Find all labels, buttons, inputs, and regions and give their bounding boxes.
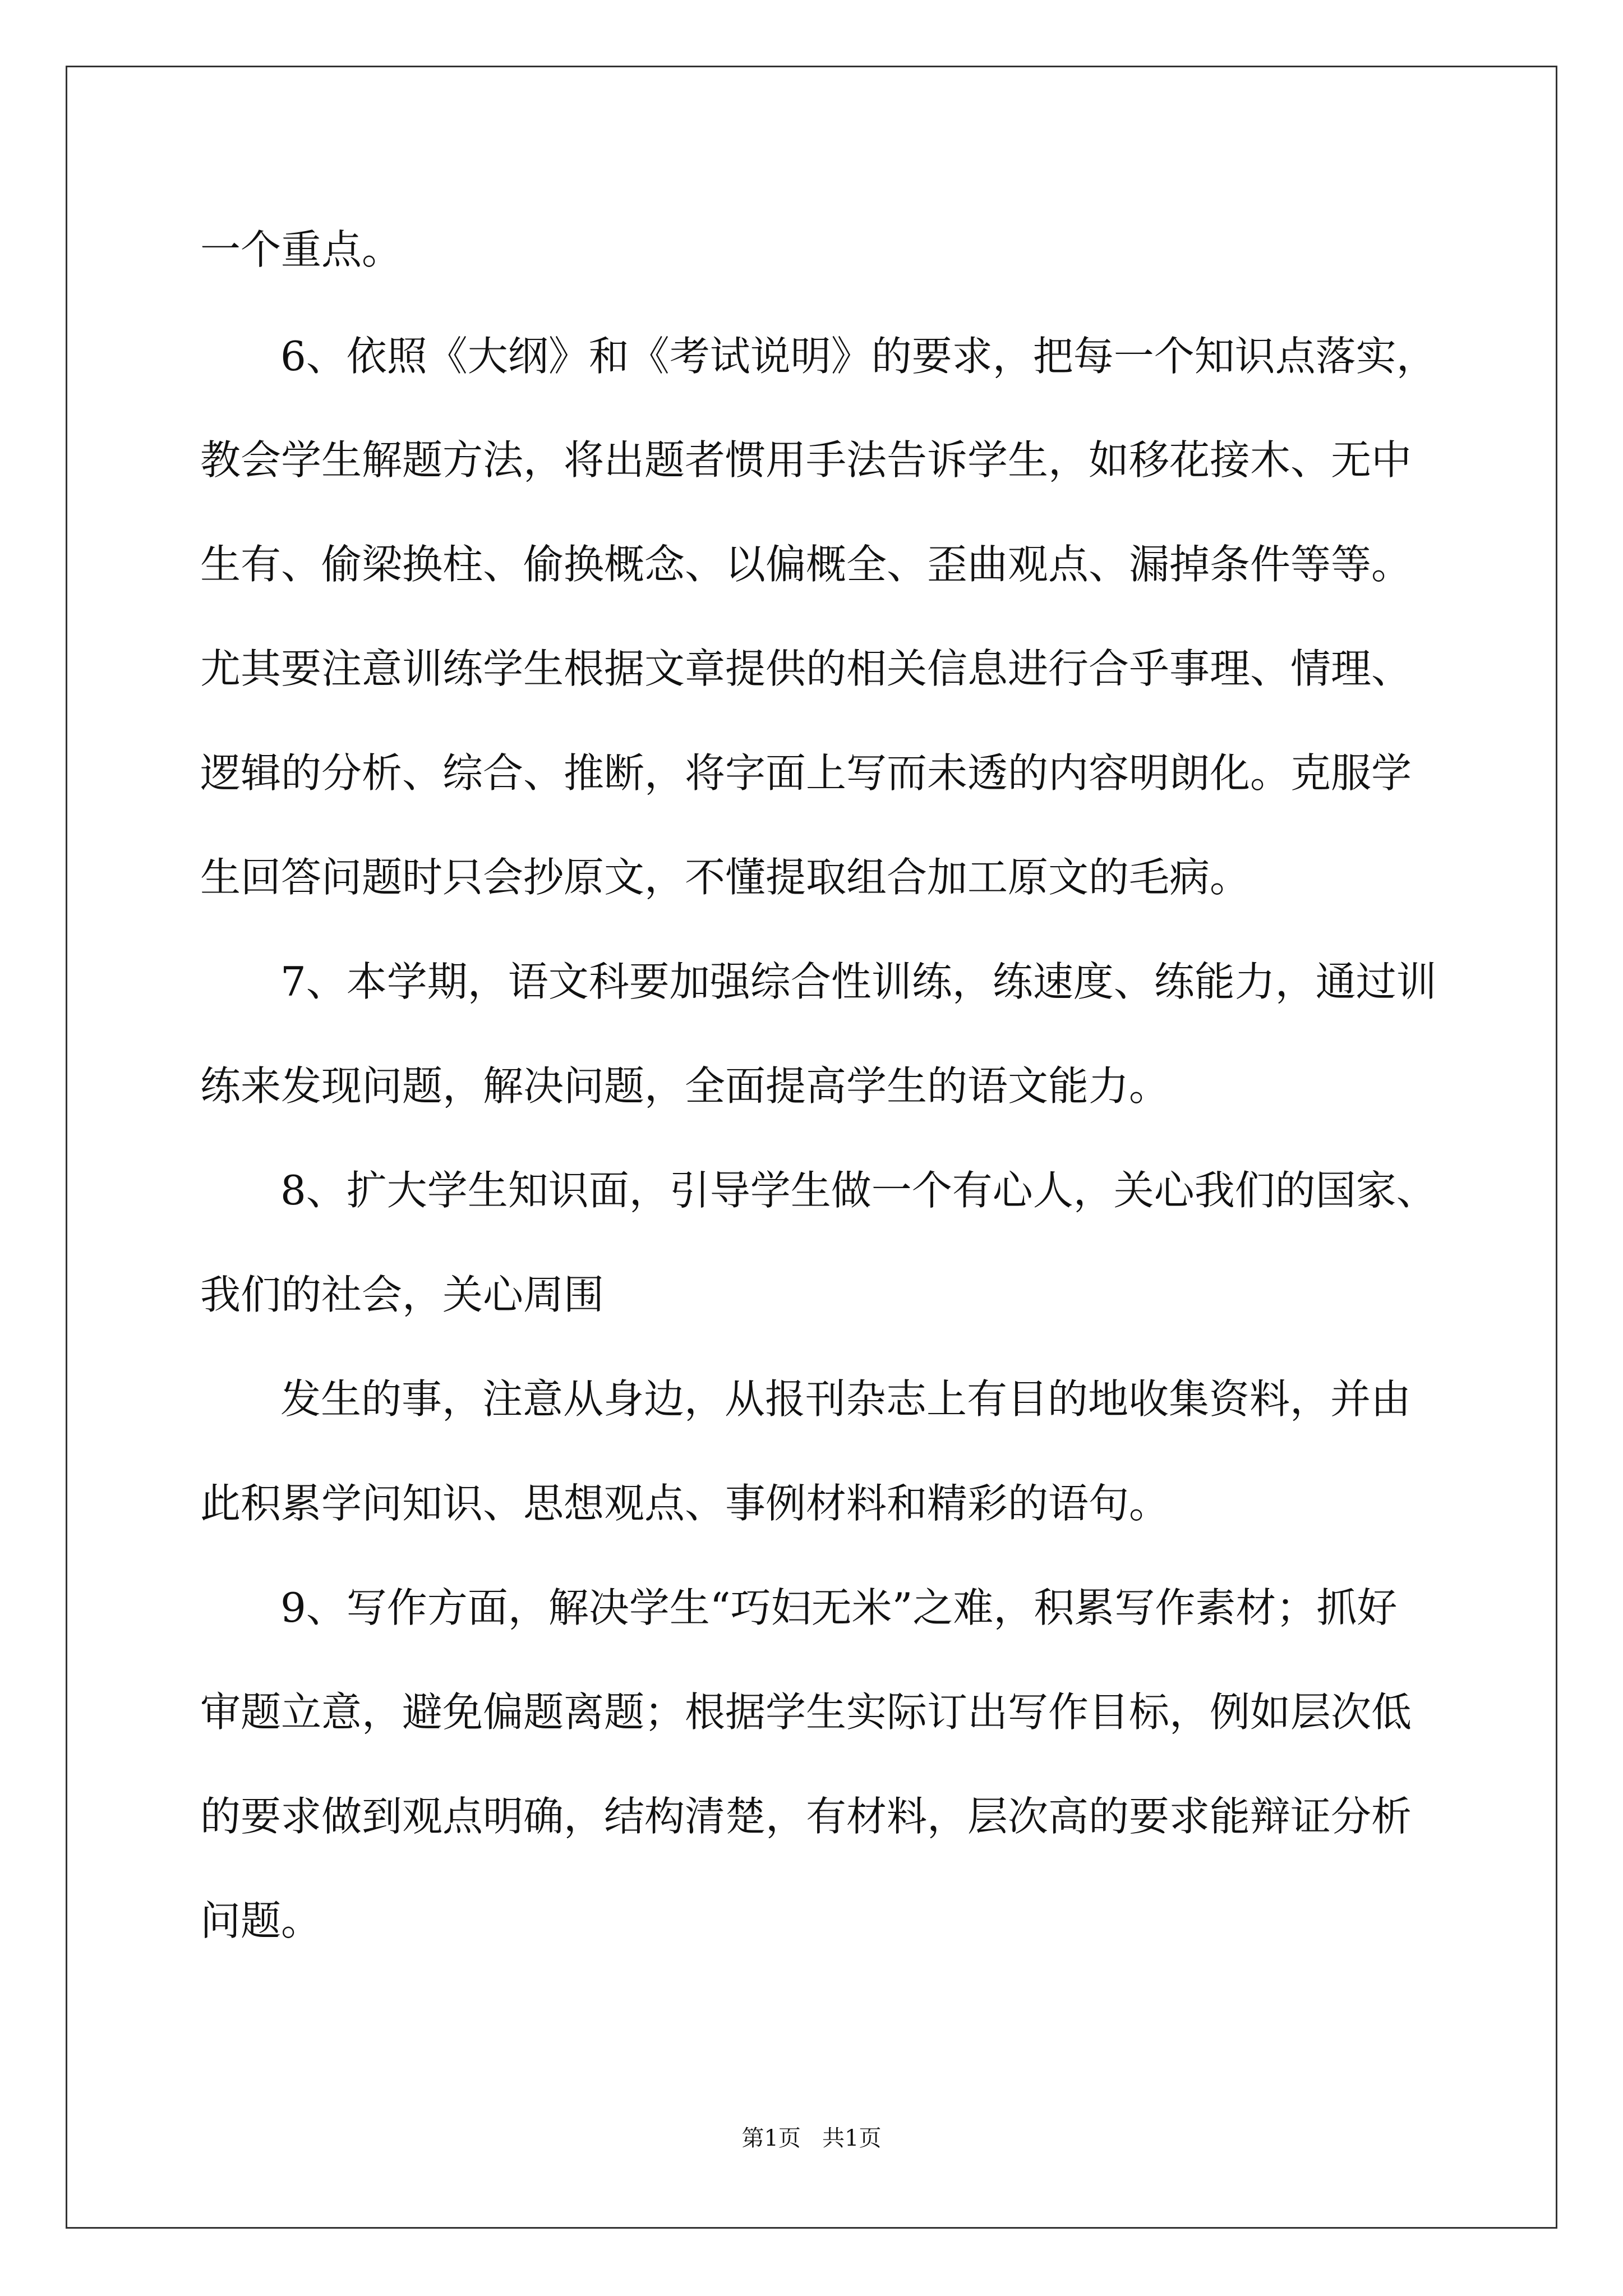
text-line: 7、本学期，语文科要加强综合性训练，练速度、练能力，通过训	[280, 958, 1437, 1005]
text-line: 的要求做到观点明确，结构清楚，有材料，层次高的要求能辩证分析	[200, 1793, 1412, 1840]
text-line: 生回答问题时只会抄原文，不懂提取组合加工原文的毛病。	[200, 854, 1251, 901]
text-line: 尤其要注意训练学生根据文章提供的相关信息进行合乎事理、情理、	[200, 645, 1412, 692]
text-line: 问题。	[200, 1897, 322, 1944]
text-line: 一个重点。	[200, 226, 403, 273]
text-line: 9、写作方面，解决学生“巧妇无米”之难，积累写作素材；抓好	[280, 1584, 1398, 1631]
page-number-footer: 第1页 共1页	[741, 2125, 882, 2151]
text-line: 审题立意，避免偏题离题；根据学生实际订出写作目标，例如层次低	[200, 1688, 1412, 1736]
text-line: 逻辑的分析、综合、推断，将字面上写而未透的内容明朗化。克服学	[200, 749, 1412, 797]
text-line: 练来发现问题，解决问题，全面提高学生的语文能力。	[200, 1062, 1170, 1110]
text-line: 发生的事，注意从身边，从报刊杂志上有目的地收集资料，并由	[280, 1375, 1412, 1423]
text-line: 我们的社会，关心周围	[200, 1271, 605, 1318]
text-line: 教会学生解题方法，将出题者惯用手法告诉学生，如移花接木、无中	[200, 436, 1412, 484]
text-line: 生有、偷梁换柱、偷换概念、以偏概全、歪曲观点、漏掉条件等等。	[200, 541, 1412, 588]
text-line: 6、依照《大纲》和《考试说明》的要求，把每一个知识点落实，	[280, 333, 1437, 380]
text-line: 此积累学问知识、思想观点、事例材料和精彩的语句。	[200, 1480, 1170, 1527]
text-line: 8、扩大学生知识面，引导学生做一个有心人，关心我们的国家、	[280, 1167, 1437, 1214]
